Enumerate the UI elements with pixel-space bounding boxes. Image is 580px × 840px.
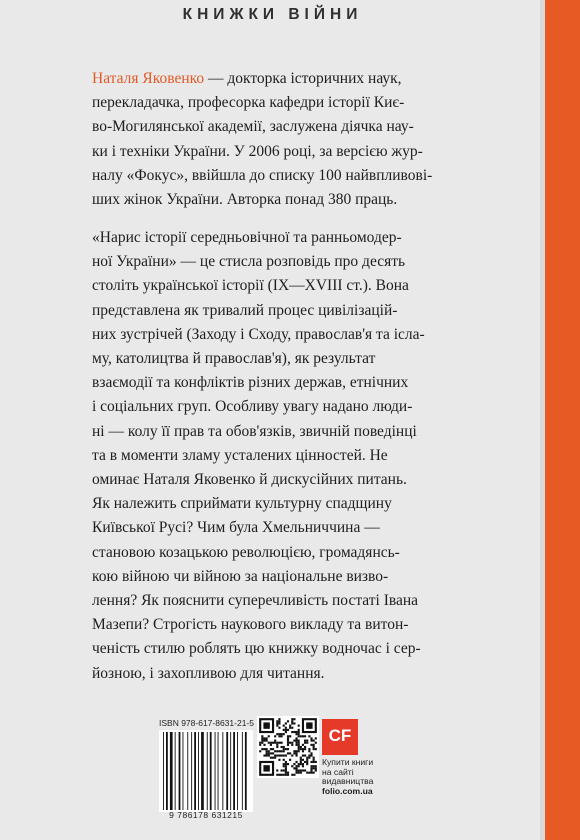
- qr-module: [259, 750, 261, 752]
- isbn-block: [159, 718, 253, 728]
- qr-module: [304, 748, 306, 750]
- qr-module: [293, 752, 295, 754]
- description-line: кою війною чи війною за національне визво-: [92, 567, 389, 585]
- qr-module: [287, 763, 289, 765]
- qr-module: [310, 752, 312, 754]
- qr-module: [304, 740, 306, 742]
- barcode-bar: [194, 732, 196, 810]
- qr-module: [289, 725, 291, 727]
- qr-module: [285, 774, 287, 776]
- qr-module: [300, 772, 302, 774]
- qr-module: [293, 774, 295, 776]
- qr-module: [289, 759, 291, 761]
- qr-module: [313, 761, 315, 763]
- qr-module: [298, 731, 300, 733]
- qr-module: [295, 772, 297, 774]
- qr-module: [302, 750, 304, 752]
- qr-module: [285, 767, 287, 769]
- barcode-bar: [218, 732, 219, 810]
- isbn-text: ISBN 978-617-8631-21-5: [159, 718, 254, 728]
- barcode-bar: [230, 732, 231, 810]
- qr-module: [295, 750, 297, 752]
- qr-module: [274, 750, 276, 752]
- qr-module: [287, 735, 289, 737]
- qr-module: [287, 720, 289, 722]
- qr-module: [281, 754, 283, 756]
- qr-module: [298, 744, 300, 746]
- qr-module: [276, 733, 278, 735]
- qr-module: [295, 742, 297, 744]
- barcode: [159, 730, 253, 812]
- qr-module: [304, 761, 306, 763]
- qr-module: [278, 742, 280, 744]
- qr-module: [283, 763, 285, 765]
- qr-module: [287, 729, 289, 731]
- qr-module: [287, 774, 289, 776]
- description-line: століть української історії (IX—XVIII ст.). Вона: [92, 277, 409, 295]
- qr-module: [274, 742, 276, 744]
- qr-module: [313, 757, 315, 759]
- qr-module: [278, 754, 280, 756]
- qr-module: [300, 759, 302, 761]
- qr-module: [293, 722, 295, 724]
- qr-module: [293, 731, 295, 733]
- qr-module: [278, 733, 280, 735]
- qr-module: [315, 765, 317, 767]
- qr-module: [304, 769, 306, 771]
- bio-line: ших жінок України. Авторка понад 380 праць.: [92, 191, 398, 209]
- qr-module: [304, 735, 306, 737]
- qr-module: [268, 754, 270, 756]
- qr-module: [285, 748, 287, 750]
- barcode-bar: [179, 732, 181, 810]
- qr-module: [298, 750, 300, 752]
- promo-line: Купити книги: [322, 757, 374, 767]
- qr-module: [310, 740, 312, 742]
- qr-module: [293, 763, 295, 765]
- description-line: і соціальних груп. Особливу увагу надано люди-: [92, 398, 413, 416]
- publisher-logo-text: CF: [328, 726, 352, 745]
- barcode-bar: [222, 732, 223, 810]
- qr-module: [315, 761, 317, 763]
- barcode-bar: [175, 732, 176, 810]
- qr-module: [291, 731, 293, 733]
- qr-module: [293, 718, 295, 720]
- qr-module: [295, 767, 297, 769]
- qr-module: [283, 754, 285, 756]
- qr-module: [310, 772, 312, 774]
- qr-module: [283, 765, 285, 767]
- qr-module: [295, 754, 297, 756]
- qr-module: [266, 740, 268, 742]
- qr-module: [313, 744, 315, 746]
- qr-module: [302, 763, 304, 765]
- qr-module: [281, 769, 283, 771]
- qr-module: [281, 735, 283, 737]
- qr-module: [276, 746, 278, 748]
- publisher-logo: [322, 719, 358, 755]
- qr-module: [270, 742, 272, 744]
- qr-module: [298, 772, 300, 774]
- qr-module: [270, 752, 272, 754]
- qr-module: [295, 769, 297, 771]
- qr-module: [287, 748, 289, 750]
- qr-module: [287, 772, 289, 774]
- qr-module: [278, 759, 280, 761]
- qr-module: [306, 759, 308, 761]
- qr-module: [302, 765, 304, 767]
- description-line: оминає Наталя Яковенко й дискусійних питань.: [92, 471, 407, 489]
- promo-line: на сайті: [322, 766, 354, 777]
- barcode-bar: [210, 732, 212, 810]
- description-line: ної України» — це стисла розповідь про десять: [92, 253, 406, 271]
- qr-module: [306, 742, 308, 744]
- qr-module: [287, 752, 289, 754]
- qr-module: [278, 774, 280, 776]
- qr-module: [298, 740, 300, 742]
- qr-module: [283, 759, 285, 761]
- qr-module: [298, 735, 300, 737]
- qr-module: [276, 750, 278, 752]
- qr-module: [295, 737, 297, 739]
- qr-module: [315, 748, 317, 750]
- bio-line: ки і техніки України. У 2006 році, за версією жур-: [92, 142, 423, 160]
- qr-module: [266, 748, 268, 750]
- qr-module: [268, 750, 270, 752]
- qr-module: [302, 759, 304, 761]
- author-name: Наталя Яковенко: [92, 70, 205, 87]
- qr-module: [315, 742, 317, 744]
- description-line: Київської Русі? Чим була Хмельниччина —: [92, 519, 380, 537]
- qr-module: [285, 761, 287, 763]
- barcode-bar: [187, 732, 188, 810]
- qr-module: [313, 740, 315, 742]
- qr-module: [276, 722, 278, 724]
- qr-module: [291, 774, 293, 776]
- qr-module: [285, 765, 287, 767]
- qr-module: [287, 737, 289, 739]
- author-bio: [92, 67, 490, 212]
- description-line: лення? Як пояснити суперечливість постаті Івана: [92, 592, 419, 610]
- description-line: Як належить сприймати культурну спадщину: [92, 495, 392, 513]
- qr-module: [300, 748, 302, 750]
- qr-module: [308, 757, 310, 759]
- qr-module: [272, 757, 274, 759]
- qr-module: [285, 722, 287, 724]
- qr-module: [315, 737, 317, 739]
- qr-module: [272, 752, 274, 754]
- qr-module: [278, 718, 280, 720]
- qr-module: [302, 754, 304, 756]
- description-line: становою козацькою революцією, громадянсь-: [92, 543, 400, 561]
- barcode-bar: [245, 732, 247, 810]
- description-line: них зустрічей (Заходу і Сходу, православ'я та ісла-: [92, 325, 425, 343]
- qr-module: [310, 744, 312, 746]
- qr-module: [287, 742, 289, 744]
- barcode-bar: [191, 732, 192, 810]
- qr-module: [278, 720, 280, 722]
- qr-module: [281, 742, 283, 744]
- qr-module: [270, 748, 272, 750]
- qr-module: [313, 759, 315, 761]
- qr-module: [308, 754, 310, 756]
- qr-module: [306, 763, 308, 765]
- qr-module: [302, 769, 304, 771]
- description-line: «Нарис історії середньовічної та ранньомодер-: [92, 229, 402, 246]
- qr-module: [276, 769, 278, 771]
- qr-module: [263, 765, 269, 771]
- qr-module: [295, 744, 297, 746]
- qr-module: [291, 722, 293, 724]
- qr-module: [283, 769, 285, 771]
- qr-module: [295, 761, 297, 763]
- qr-module: [274, 740, 276, 742]
- barcode-bar: [166, 732, 168, 810]
- qr-module: [274, 754, 276, 756]
- qr-module: [289, 735, 291, 737]
- qr-module: [266, 737, 268, 739]
- qr-module: [270, 757, 272, 759]
- qr-module: [300, 763, 302, 765]
- qr-module: [261, 737, 263, 739]
- qr-module: [306, 761, 308, 763]
- qr-module: [285, 754, 287, 756]
- qr-module: [285, 769, 287, 771]
- qr-module: [291, 742, 293, 744]
- qr-module: [276, 725, 278, 727]
- qr-module: [310, 761, 312, 763]
- qr-module: [308, 772, 310, 774]
- publisher-website-link[interactable]: folio.com.ua: [322, 785, 373, 796]
- qr-module: [295, 733, 297, 735]
- qr-module: [289, 742, 291, 744]
- qr-module: [310, 767, 312, 769]
- qr-module: [298, 765, 300, 767]
- qr-module: [313, 765, 315, 767]
- qr-module: [268, 735, 270, 737]
- qr-module: [295, 731, 297, 733]
- qr-module: [261, 748, 263, 750]
- qr-module: [261, 742, 263, 744]
- barcode-number: 9 786178 631215: [169, 810, 243, 820]
- qr-module: [278, 735, 280, 737]
- barcode-bar: [163, 732, 164, 810]
- qr-module: [261, 735, 263, 737]
- qr-module: [302, 748, 304, 750]
- qr-module: [293, 767, 295, 769]
- qr-module: [283, 748, 285, 750]
- qr-module: [263, 740, 265, 742]
- qr-module: [310, 765, 312, 767]
- barcode-bar: [237, 732, 238, 810]
- qr-module: [259, 744, 261, 746]
- qr-module: [287, 744, 289, 746]
- publisher-promo: [322, 758, 392, 796]
- qr-module: [268, 742, 270, 744]
- qr-module: [315, 767, 317, 769]
- qr-module: [276, 742, 278, 744]
- qr-module: [278, 750, 280, 752]
- qr-module: [300, 761, 302, 763]
- qr-module: [278, 722, 280, 724]
- qr-code[interactable]: [257, 716, 319, 778]
- description-line: ченість стилю роблять цю книжку водночас і сер-: [92, 640, 421, 658]
- qr-module: [274, 735, 276, 737]
- qr-module: [272, 748, 274, 750]
- qr-module: [291, 744, 293, 746]
- qr-module: [283, 725, 285, 727]
- qr-module: [298, 769, 300, 771]
- qr-module: [293, 740, 295, 742]
- qr-module: [259, 742, 261, 744]
- qr-module: [281, 746, 283, 748]
- description-line: представлена як тривалий процес цивілізацій-: [92, 301, 398, 319]
- qr-module: [298, 729, 300, 731]
- qr-module: [285, 772, 287, 774]
- qr-module: [298, 748, 300, 750]
- qr-module: [289, 752, 291, 754]
- qr-module: [276, 774, 278, 776]
- qr-module: [310, 754, 312, 756]
- qr-module: [291, 765, 293, 767]
- qr-module: [298, 725, 300, 727]
- qr-module: [274, 757, 276, 759]
- qr-module: [298, 733, 300, 735]
- qr-module: [302, 744, 304, 746]
- qr-module: [281, 733, 283, 735]
- qr-module: [289, 727, 291, 729]
- qr-module: [283, 750, 285, 752]
- qr-module: [285, 727, 287, 729]
- description-line: му, католицтва й православ'я), як результат: [92, 350, 376, 368]
- qr-module: [276, 744, 278, 746]
- qr-module: [263, 754, 265, 756]
- barcode-bar: [201, 732, 204, 810]
- qr-module: [313, 772, 315, 774]
- series-title: КНИЖКИ ВІЙНИ: [182, 6, 363, 23]
- qr-module: [268, 752, 270, 754]
- qr-module: [306, 740, 308, 742]
- qr-module: [281, 774, 283, 776]
- bio-line: во-Могилянської академії, заслужена діячка нау-: [92, 118, 414, 136]
- qr-module: [298, 742, 300, 744]
- qr-module: [263, 748, 265, 750]
- bio-line: налу «Фокус», ввійшла до списку 100 найвпливові-: [92, 166, 433, 184]
- qr-module: [310, 737, 312, 739]
- qr-module: [272, 742, 274, 744]
- qr-module: [287, 740, 289, 742]
- description-line: та в моменти зламу усталених цінностей. Не: [92, 446, 388, 464]
- qr-module: [308, 750, 310, 752]
- qr-module: [293, 750, 295, 752]
- qr-module: [315, 769, 317, 771]
- barcode-bar: [233, 732, 235, 810]
- qr-module: [266, 754, 268, 756]
- qr-module: [313, 746, 315, 748]
- qr-module: [295, 752, 297, 754]
- qr-module: [313, 767, 315, 769]
- qr-module: [285, 731, 287, 733]
- barcode-bar: [170, 732, 173, 810]
- qr-module: [306, 722, 312, 728]
- description-line: взаємодії та конфліктів різних держав, етнічних: [92, 374, 409, 392]
- description-line: ні — колу її прав та обов'язків, звичній поведінці: [92, 422, 417, 440]
- qr-module: [308, 735, 310, 737]
- qr-module: [298, 763, 300, 765]
- qr-module: [304, 742, 306, 744]
- qr-module: [276, 720, 278, 722]
- qr-module: [278, 727, 280, 729]
- qr-module: [263, 737, 265, 739]
- qr-module: [285, 763, 287, 765]
- bio-line: перекладачка, професорка кафедри історії Киє-: [92, 94, 405, 112]
- qr-module: [295, 765, 297, 767]
- qr-module: [291, 720, 293, 722]
- qr-module: [300, 746, 302, 748]
- qr-module: [283, 729, 285, 731]
- qr-module: [266, 752, 268, 754]
- barcode-bar: [226, 732, 228, 810]
- qr-module: [263, 744, 265, 746]
- qr-module: [300, 769, 302, 771]
- qr-module: [291, 718, 293, 720]
- orange-spine: [545, 0, 580, 840]
- promo-line: видавництва: [322, 776, 374, 787]
- qr-module: [263, 722, 269, 728]
- qr-module: [285, 729, 287, 731]
- qr-module: [306, 757, 308, 759]
- qr-module: [300, 757, 302, 759]
- qr-module: [261, 740, 263, 742]
- qr-module: [300, 735, 302, 737]
- qr-module: [270, 744, 272, 746]
- qr-module: [266, 750, 268, 752]
- qr-module: [308, 748, 310, 750]
- description-line: Мазепи? Строгість наукового викладу та витон-: [92, 616, 409, 634]
- qr-module: [283, 774, 285, 776]
- qr-module: [291, 754, 293, 756]
- description-line: йозною, і захопливою для читання.: [92, 664, 325, 682]
- book-description: [92, 226, 490, 686]
- qr-module: [295, 740, 297, 742]
- qr-module: [281, 750, 283, 752]
- qr-module: [283, 746, 285, 748]
- qr-module: [291, 727, 293, 729]
- qr-module: [283, 733, 285, 735]
- qr-module: [302, 735, 304, 737]
- barcode-bar: [215, 732, 216, 810]
- bio-line-1: Наталя Яковенко — докторка історичних наук,: [92, 70, 402, 87]
- barcode-bar: [198, 732, 199, 810]
- qr-module: [310, 769, 312, 771]
- qr-module: [276, 754, 278, 756]
- qr-module: [313, 748, 315, 750]
- barcode-bar: [242, 732, 243, 810]
- qr-module: [304, 746, 306, 748]
- barcode-bar: [207, 732, 208, 810]
- qr-module: [298, 746, 300, 748]
- qr-module: [306, 772, 308, 774]
- qr-module: [304, 754, 306, 756]
- barcode-bar: [183, 732, 184, 810]
